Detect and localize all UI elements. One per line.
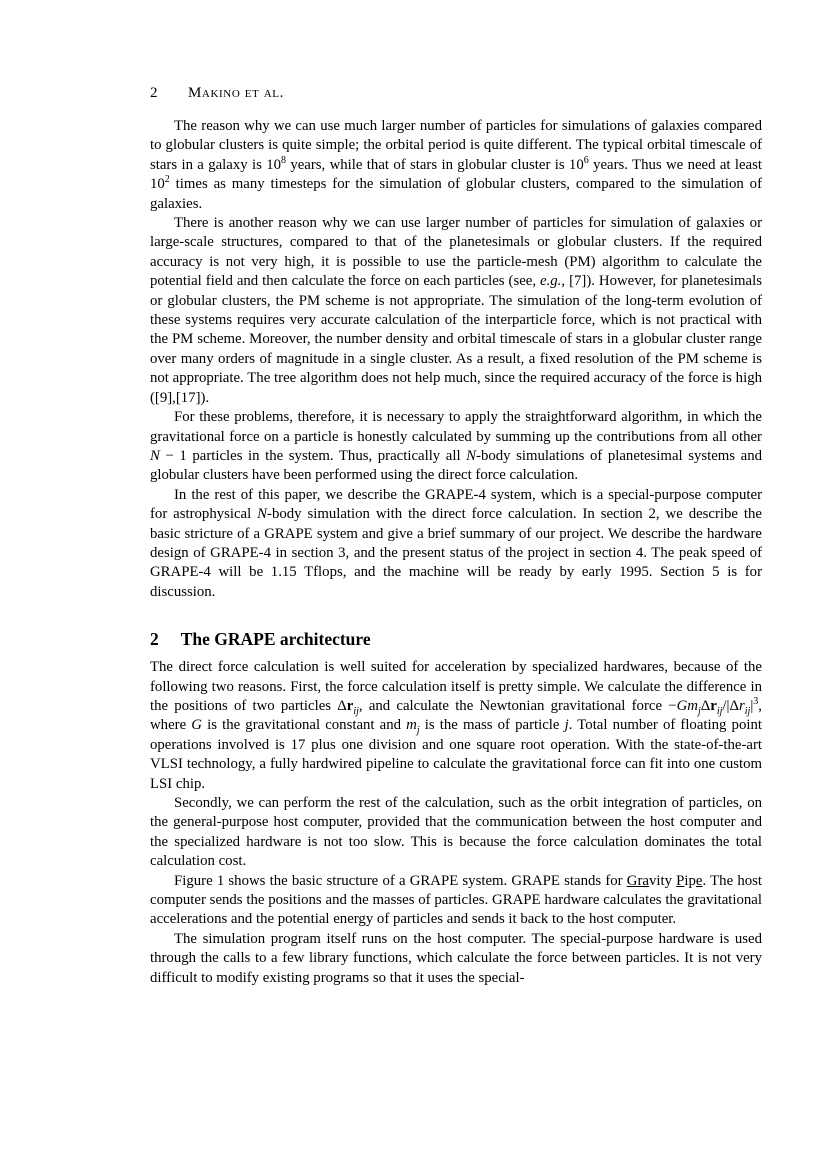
section-title: The GRAPE architecture [180,629,371,650]
text-column [150,84,762,988]
section-heading [150,629,762,650]
paragraph-intro-3: For these problems, therefore, it is necessary to apply the straightforward algorithm, in which the gravitational force on a particle is honestly calculated by summing up the contributions from all other N − 1 particles in the system. Thus, practically all N-body simulations of planetesimal systems and globular clusters have been performed using the direct force calculation. [150,409,762,484]
page-number: 2 [150,85,158,101]
paragraph-section-1: The direct force calculation is well suited for acceleration by specialized hardwares, because of the following two reasons. First, the force calculation itself is pretty simple. We calculate the difference in the positions of two particles $\Delta r_{ij}$, and calculate the Newtonian gravitational force $-Gm_j\Delta r_{ij}/|\Delta r_{ij}|^3$, where G is the gravitational constant and $m_j$ is the mass of particle j. Total number of floating point operations involved is 17 plus one division and one square root operation. With the state-of-the-art VLSI technology, a fully hardwired pipeline to calculate the gravitational force can fit into one custom LSI chip. [150,659,762,792]
running-head-authors: Makino et al. [188,85,284,101]
paragraph-section-4: The simulation program itself runs on the host computer. The special-purpose hardware is used through the calls to a few library functions, which calculate the force between particles. It is not very difficult to modify existing programs so that it uses the special- [150,930,762,986]
paragraph-section-2: Secondly, we can perform the rest of the calculation, such as the orbit integration of particles, on the general-purpose host computer, provided that the communication between the host computer and the specialized hardware is not too slow. This is because the force calculation dominates the total calculation cost. [150,795,762,870]
paragraph-intro-2: There is another reason why we can use larger number of particles for simulation of galaxies or large-scale structures, compared to that of the planetesimals or globular clusters. If the required accuracy is not very high, it is possible to use the particle-mesh (PM) algorithm to calculate the potential field and then calculate the force on each particles (see, e.g., [7]). However, for planetesimals or globular clusters, the PM scheme is not appropriate. The simulation of the long-term evolution of these systems requires very accurate calculation of the interparticle force, which is not practical with the PM scheme. Moreover, the number density and orbital timescale of stars in a globular cluster range over many orders of magnitude in a single cluster. As a result, a fixed resolution of the PM scheme is not appropriate. The tree algorithm does not help much, since the required accuracy of the force is high ([9],[17]). [150,215,762,406]
paragraph-intro-1: The reason why we can use much larger number of particles for simulations of galaxies compared to globular clusters is quite simple; the orbital period is quite different. The typical orbital timescale of stars in a galaxy is $10^8$ years, while that of stars in globular cluster is $10^6$ years. Thus we need at least $10^2$ times as many timesteps for the simulation of globular clusters, compared to the simulation of galaxies. [150,118,762,212]
section-number: 2 [150,629,159,650]
paragraph-intro-4: In the rest of this paper, we describe the GRAPE-4 system, which is a special-purpose computer for astrophysical N-body simulation with the direct force calculation. In section 2, we describe the basic stricture of a GRAPE system and give a brief summary of our project. We describe the hardware design of GRAPE-4 in section 3, and the present status of the project in section 4. The peak speed of GRAPE-4 will be 1.15 Tflops, and the machine will be ready by early 1995. Section 5 is for discussion. [150,486,762,600]
paragraph-section-3: Figure 1 shows the basic structure of a GRAPE system. GRAPE stands for Gravity Pipe. The host computer sends the positions and the masses of particles. GRAPE hardware calculates the gravitational accelerations and the potential energy of particles and sends it back to the host computer. [150,872,762,928]
running-header [150,84,762,103]
